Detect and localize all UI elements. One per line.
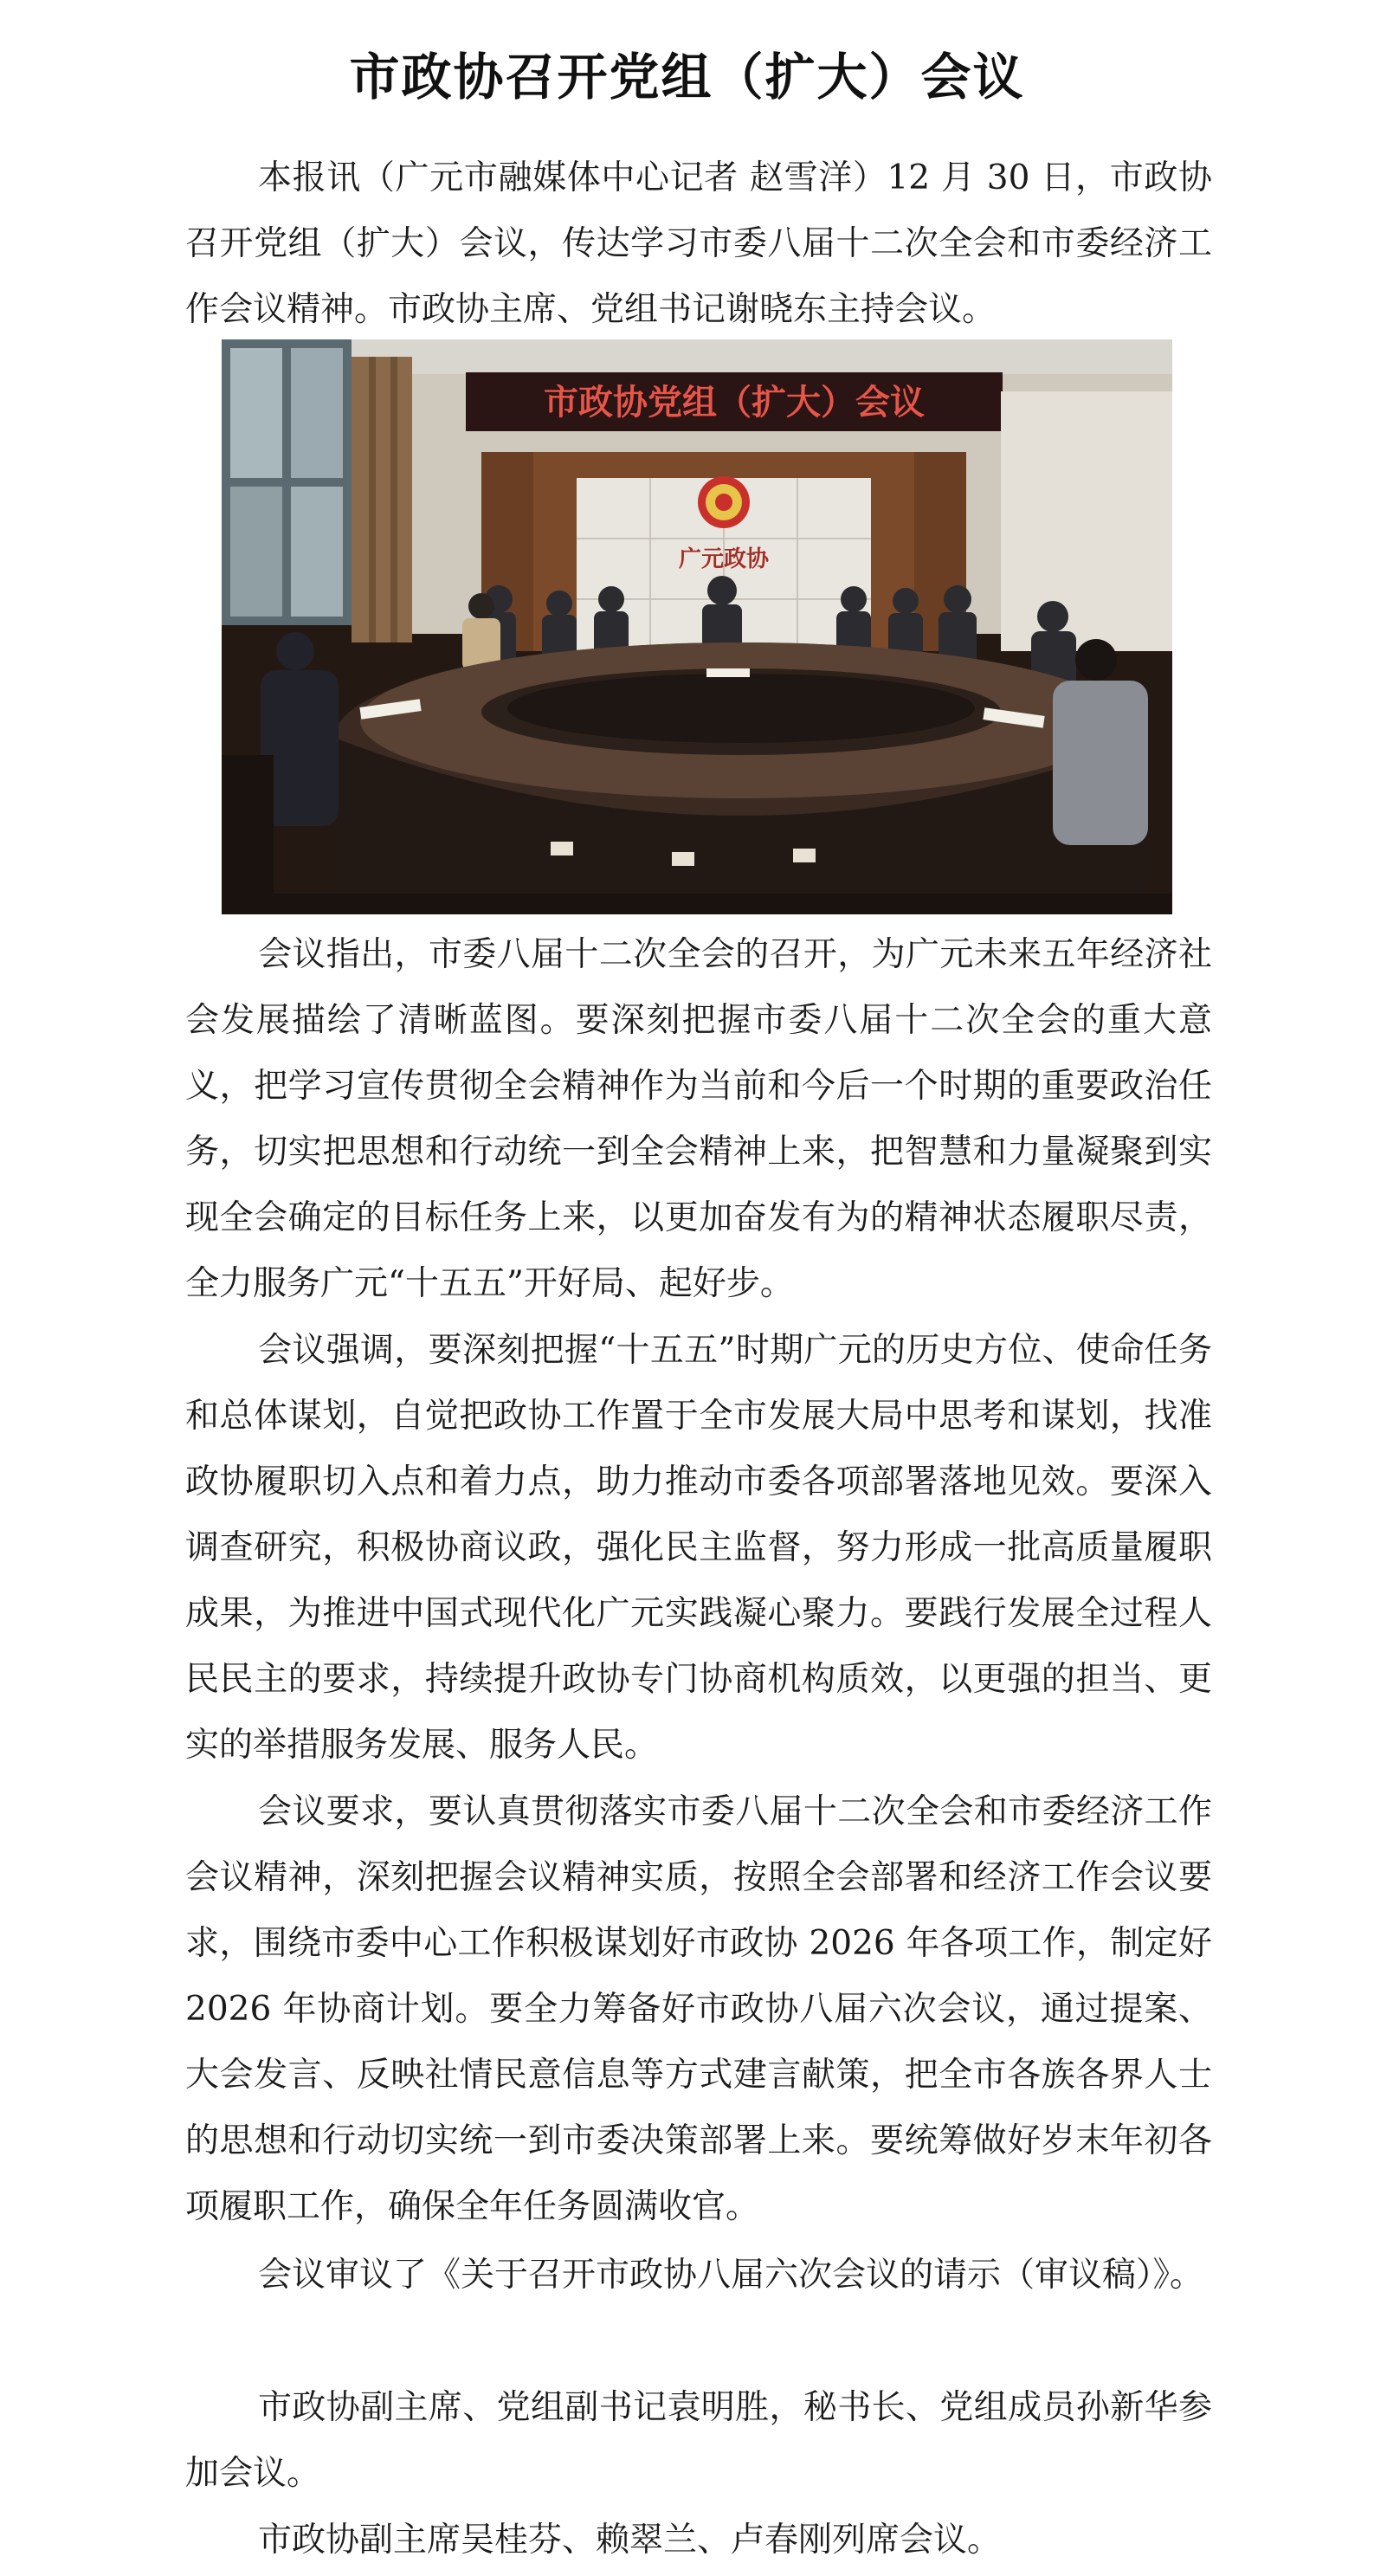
article-paragraph: 市政协副主席吴桂芬、赖翠兰、卢春刚列席会议。 [258,2521,1002,2560]
article-lead-paragraph: 本报讯（广元市融媒体中心记者 赵雪洋）12 月 30 日，市政协召开党组（扩大）会议，传达学习市委八届十二次全会和市委经济工作会议精神。市政协主席、党组书记谢晓东主持会议。 [185,158,1212,329]
article-title: 市政协召开党组（扩大）会议 [349,47,1025,107]
article-paragraph: 会议要求，要认真贯彻落实市委八届十二次全会和市委经济工作会议精神，深刻把握会议精神实质，按照全会部署和经济工作会议要求，围绕市委中心工作积极谋划好市政协 2026 年各项工作，制定好 2026 年协商计划。要全力筹备好市政协八届六次会议，通过提案、大会发言、反映社情民意信息等方式建言献策，把全市各族各界人士的思想和行动切实统一到市委决策部署上来。要统筹做好岁末年初各项履职工作，确保全年任务圆满收官。 [185,1792,1212,2226]
cppcc-emblem-icon [698,476,750,528]
article-paragraph: 会议强调，要深刻把握“十五五”时期广元的历史方位、使命任务和总体谋划，自觉把政协工作置于全市发展大局中思考和谋划，找准政协履职切入点和着力点，助力推动市委各项部署落地见效。要深入调查研究，积极协商议政，强化民主监督，努力形成一批高质量履职成果，为推进中国式现代化广元实践凝心聚力。要践行发展全过程人民民主的要求，持续提升政协专门协商机构质效，以更强的担当、更实的举措服务发展、服务人民。 [185,1331,1212,1765]
article-paragraph: 会议指出，市委八届十二次全会的召开，为广元未来五年经济社会发展描绘了清晰蓝图。要深刻把握市委八届十二次全会的重大意义，把学习宣传贯彻全会精神作为当前和今后一个时期的重要政治任务，切实把思想和行动统一到全会精神上来，把智慧和力量凝聚到实现全会确定的目标任务上来，以更加奋发有为的精神状态履职尽责，全力服务广元“十五五”开好局、起好步。 [185,935,1212,1303]
article-paragraph: 会议审议了《关于召开市政协八届六次会议的请示（审议稿）》。 [258,2256,1204,2295]
article-paragraph: 市政协副主席、党组副书记袁明胜，秘书长、党组成员孙新华参加会议。 [185,2388,1212,2493]
wall-sign: 广元政协 [678,546,770,572]
meeting-photo [222,339,1172,914]
banner-text: 市政协党组（扩大）会议 [544,382,925,423]
